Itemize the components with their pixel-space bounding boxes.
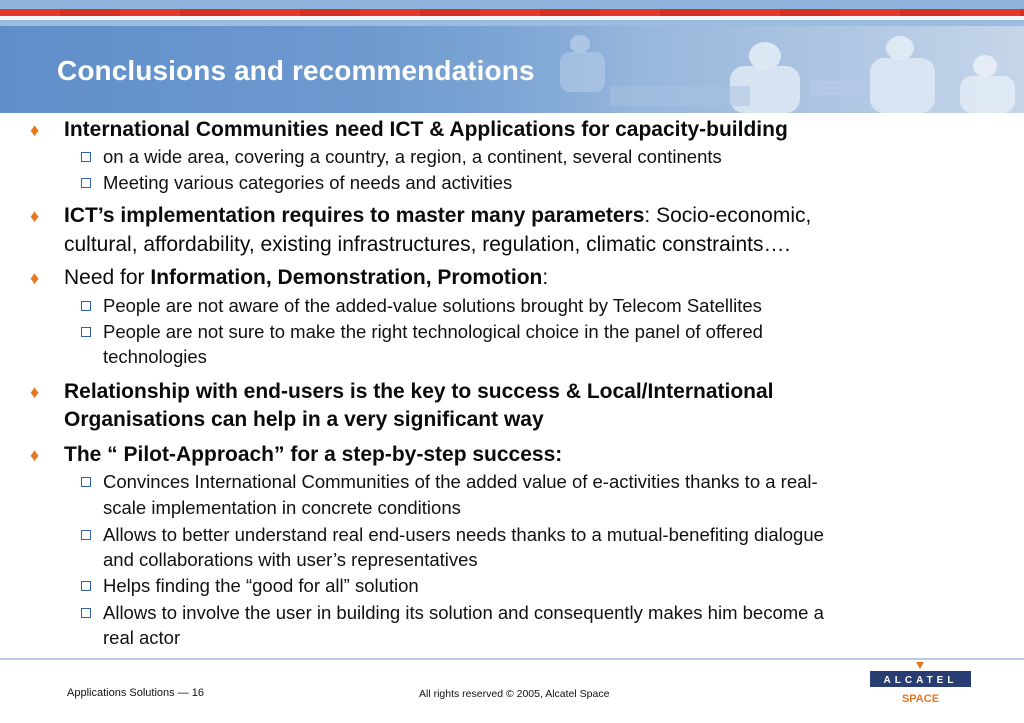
checkbox-bullet-icon [81, 301, 91, 311]
bullet-4-bold-2: Organisations can help in a very significant way [64, 408, 544, 431]
bullet-4-line-2 [64, 406, 544, 434]
bullet-3-sub-2: People are not sure to make the right technological choice in the panel of offered [103, 321, 763, 342]
bullet-1-bold: International Communities need ICT & Applications for capacity-building [64, 118, 788, 141]
bullet-5-sub-4-cont: real actor [103, 627, 181, 648]
footer-page-label: Applications Solutions — 16 [67, 687, 204, 699]
bullet-5-sub-1: Convinces International Communities of the added value of e-activities thanks to a real- [103, 471, 818, 492]
bullet-5-sub-4: Allows to involve the user in building its solution and consequently makes him become a [103, 602, 824, 623]
bullet-3-sub-1: People are not aware of the added-value solutions brought by Telecom Satellites [103, 295, 762, 316]
bullet-2-line-1 [64, 202, 811, 230]
bullet-3-bold: Information, Demonstration, Promotion [150, 266, 543, 289]
alcatel-space-logo [869, 660, 972, 708]
bullet-4-bold-1: Relationship with end-users is the key to success & Local/International [64, 380, 774, 403]
diamond-bullet-icon: ♦ [30, 382, 40, 402]
bullet-5-sub-1-cont: scale implementation in concrete conditions [103, 497, 461, 518]
slide-title: Conclusions and recommendations [57, 55, 535, 86]
bullet-5-sub-2: Allows to better understand real end-users needs thanks to a mutual-benefiting dialogue [103, 524, 824, 545]
bullet-5-bold: The “ Pilot-Approach” for a step-by-step success: [64, 443, 563, 466]
bullet-1-sub-1: on a wide area, covering a country, a region, a continent, several continents [103, 146, 722, 167]
logo-top-text: ALCATEL [883, 675, 958, 686]
diamond-bullet-icon: ♦ [30, 268, 40, 288]
diamond-bullet-icon: ♦ [30, 120, 40, 140]
bullet-2-bold: ICT’s implementation requires to master many parameters [64, 204, 645, 227]
checkbox-bullet-icon [81, 581, 91, 591]
bullet-5-text [64, 441, 562, 469]
bullet-1-sub-2: Meeting various categories of needs and activities [103, 172, 513, 193]
bullet-3-text [64, 264, 548, 292]
checkbox-bullet-icon [81, 178, 91, 188]
bullet-5-sub-3: Helps finding the “good for all” solution [103, 575, 419, 596]
bullet-1-text [64, 116, 788, 144]
bullet-2-line-2: cultural, affordability, existing infrastructures, regulation, climatic constraints…. [64, 233, 791, 256]
bullet-2-rest: : Socio-economic, [644, 204, 812, 227]
bullet-3-sub-2-cont: technologies [103, 346, 207, 367]
diamond-bullet-icon: ♦ [30, 445, 40, 465]
footer-copyright: All rights reserved © 2005, Alcatel Space [419, 688, 610, 700]
bullet-4-line-1 [64, 378, 774, 406]
bullet-5-sub-2-cont: and collaborations with user’s representatives [103, 549, 478, 570]
checkbox-bullet-icon [81, 608, 91, 618]
logo-bottom-text: SPACE [901, 693, 940, 705]
bullet-3-suffix: : [542, 266, 549, 289]
checkbox-bullet-icon [81, 530, 91, 540]
checkbox-bullet-icon [81, 152, 91, 162]
diamond-bullet-icon: ♦ [30, 206, 40, 226]
bullet-3-prefix: Need for [64, 266, 151, 289]
checkbox-bullet-icon [81, 477, 91, 487]
checkbox-bullet-icon [81, 327, 91, 337]
